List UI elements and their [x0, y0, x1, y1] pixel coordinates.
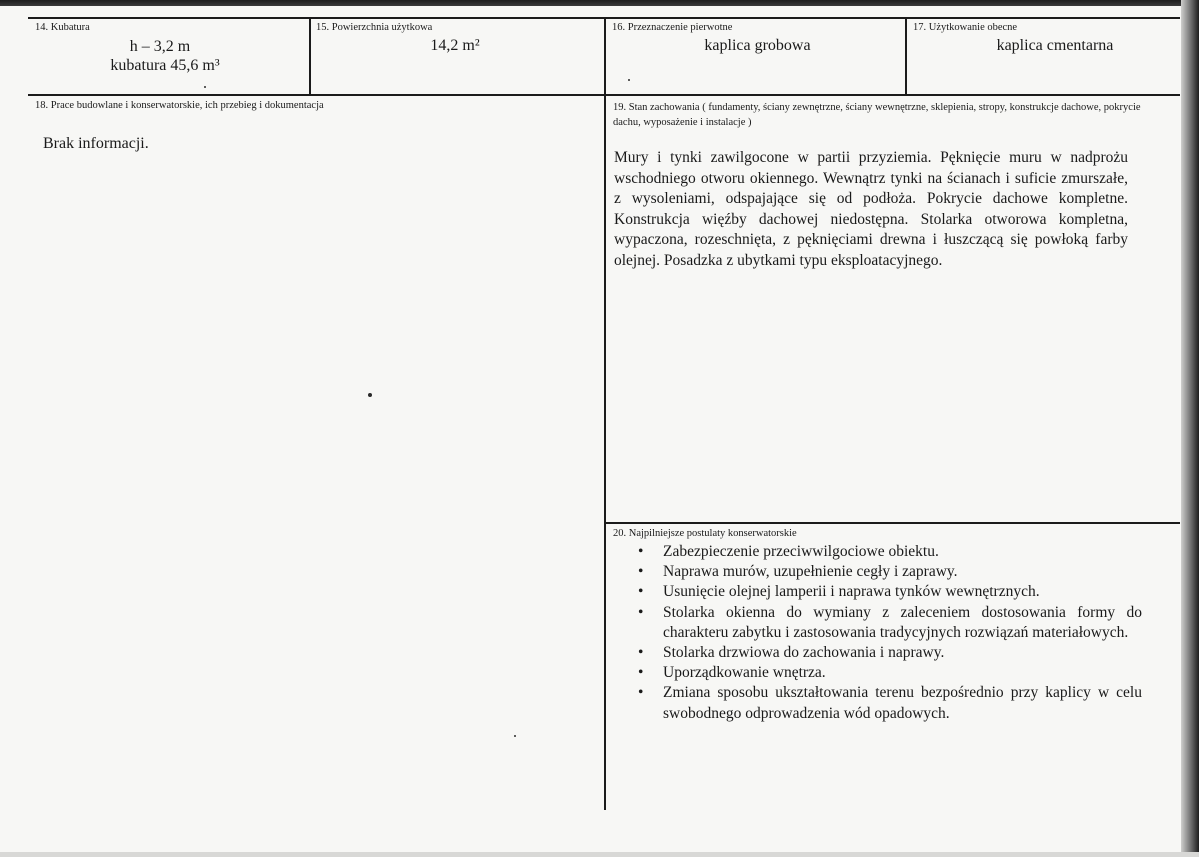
scan-speck — [514, 735, 516, 737]
bullet-glyph: • — [638, 664, 644, 682]
scan-bottom-edge — [0, 852, 1199, 857]
divider-uzytkowanie — [905, 18, 907, 95]
postulaty-label: 20. Najpilniejsze postulaty konserwatorskie — [613, 528, 797, 539]
postulat-text: Zabezpieczenie przeciwwilgociowe obiektu. — [663, 543, 939, 560]
scan-top-edge — [0, 0, 1199, 6]
list-item — [636, 542, 1142, 562]
kubatura-height-value: h – 3,2 m — [129, 38, 191, 55]
bullet-glyph: • — [638, 603, 644, 621]
postulat-text: Stolarka drzwiowa do zachowania i naprawy. — [663, 644, 945, 662]
bullet-glyph: • — [638, 563, 644, 581]
postulat-text: Uporządkowanie wnętrza. — [663, 664, 826, 682]
scan-speck — [368, 393, 372, 397]
list-item — [636, 663, 1142, 683]
bullet-glyph: • — [638, 583, 644, 601]
uzytkowanie-label: 17. Użytkowanie obecne — [913, 22, 1018, 33]
divider-kubatura — [309, 18, 311, 95]
stan-text: Mury i tynki zawilgocone w partii przyziemia. Pęknięcie muru w nadprożu wschodniego otworu okiennego. Wewnątrz tynki na ścianach i suficie zmurszałe, z wysoleniami, odspajające się od podłoża. Pokrycie dachowe kompletne. Konstrukcja więźby dachowej niedostępna. Stolarka otworowa kompletna, wypaczona, rozeschnięta, z pęknięciami drewna i łuszczącą się powłoką farby olejnej. Posadzka z ubytkami typu eksploatacyjnego. — [614, 149, 1128, 269]
list-item — [636, 582, 1142, 602]
scan-right-edge — [1181, 0, 1199, 857]
bullet-glyph: • — [638, 684, 644, 702]
list-item — [636, 603, 1142, 643]
powierzchnia-value: 14,2 m² — [430, 37, 480, 54]
section-20-rule — [605, 522, 1180, 524]
przeznaczenie-value: kaplica grobowa — [704, 37, 811, 54]
postulaty-list — [636, 542, 1142, 724]
postulat-text: Zmiana sposobu ukształtowania terenu bezpośrednio przy kaplicy w celu swobodnego odprowadzenia wód opadowych. — [663, 684, 1142, 722]
stan-label: 19. Stan zachowania ( fundamenty, ściany zewnętrzne, ściany wewnętrzne, sklepienia, stropy, konstrukcje dachowe, pokrycie dachu, wyposażenie i instalacje ) — [613, 102, 1141, 128]
list-item — [636, 562, 1142, 582]
postulat-text: Stolarka okienna do wymiany z zaleceniem dostosowania formy do charakteru zabytku i zastosowania tradycyjnych rozwiązań materiałowych. — [663, 603, 1142, 641]
prace-label: 18. Prace budowlane i konserwatorskie, ich przebieg i dokumentacja — [35, 100, 324, 111]
divider-main-vertical — [604, 18, 606, 810]
postulat-text: Naprawa murów, uzupełnienie cegły i zaprawy. — [663, 563, 958, 581]
kubatura-label: 14. Kubatura — [35, 22, 90, 33]
prace-text: Brak informacji. — [43, 135, 149, 152]
bullet-glyph: • — [638, 543, 644, 560]
scan-speck — [628, 79, 630, 81]
powierzchnia-label: 15. Powierzchnia użytkowa — [316, 22, 433, 33]
scan-speck — [204, 86, 206, 88]
uzytkowanie-value: kaplica cmentarna — [996, 37, 1114, 54]
bullet-glyph: • — [638, 644, 644, 662]
kubatura-volume-value: kubatura 45,6 m³ — [110, 57, 220, 74]
postulat-text: Usunięcie olejnej lamperii i naprawa tynków wewnętrznych. — [663, 583, 1040, 601]
przeznaczenie-label: 16. Przeznaczenie pierwotne — [612, 22, 733, 33]
list-item — [636, 683, 1142, 723]
list-item — [636, 643, 1142, 663]
